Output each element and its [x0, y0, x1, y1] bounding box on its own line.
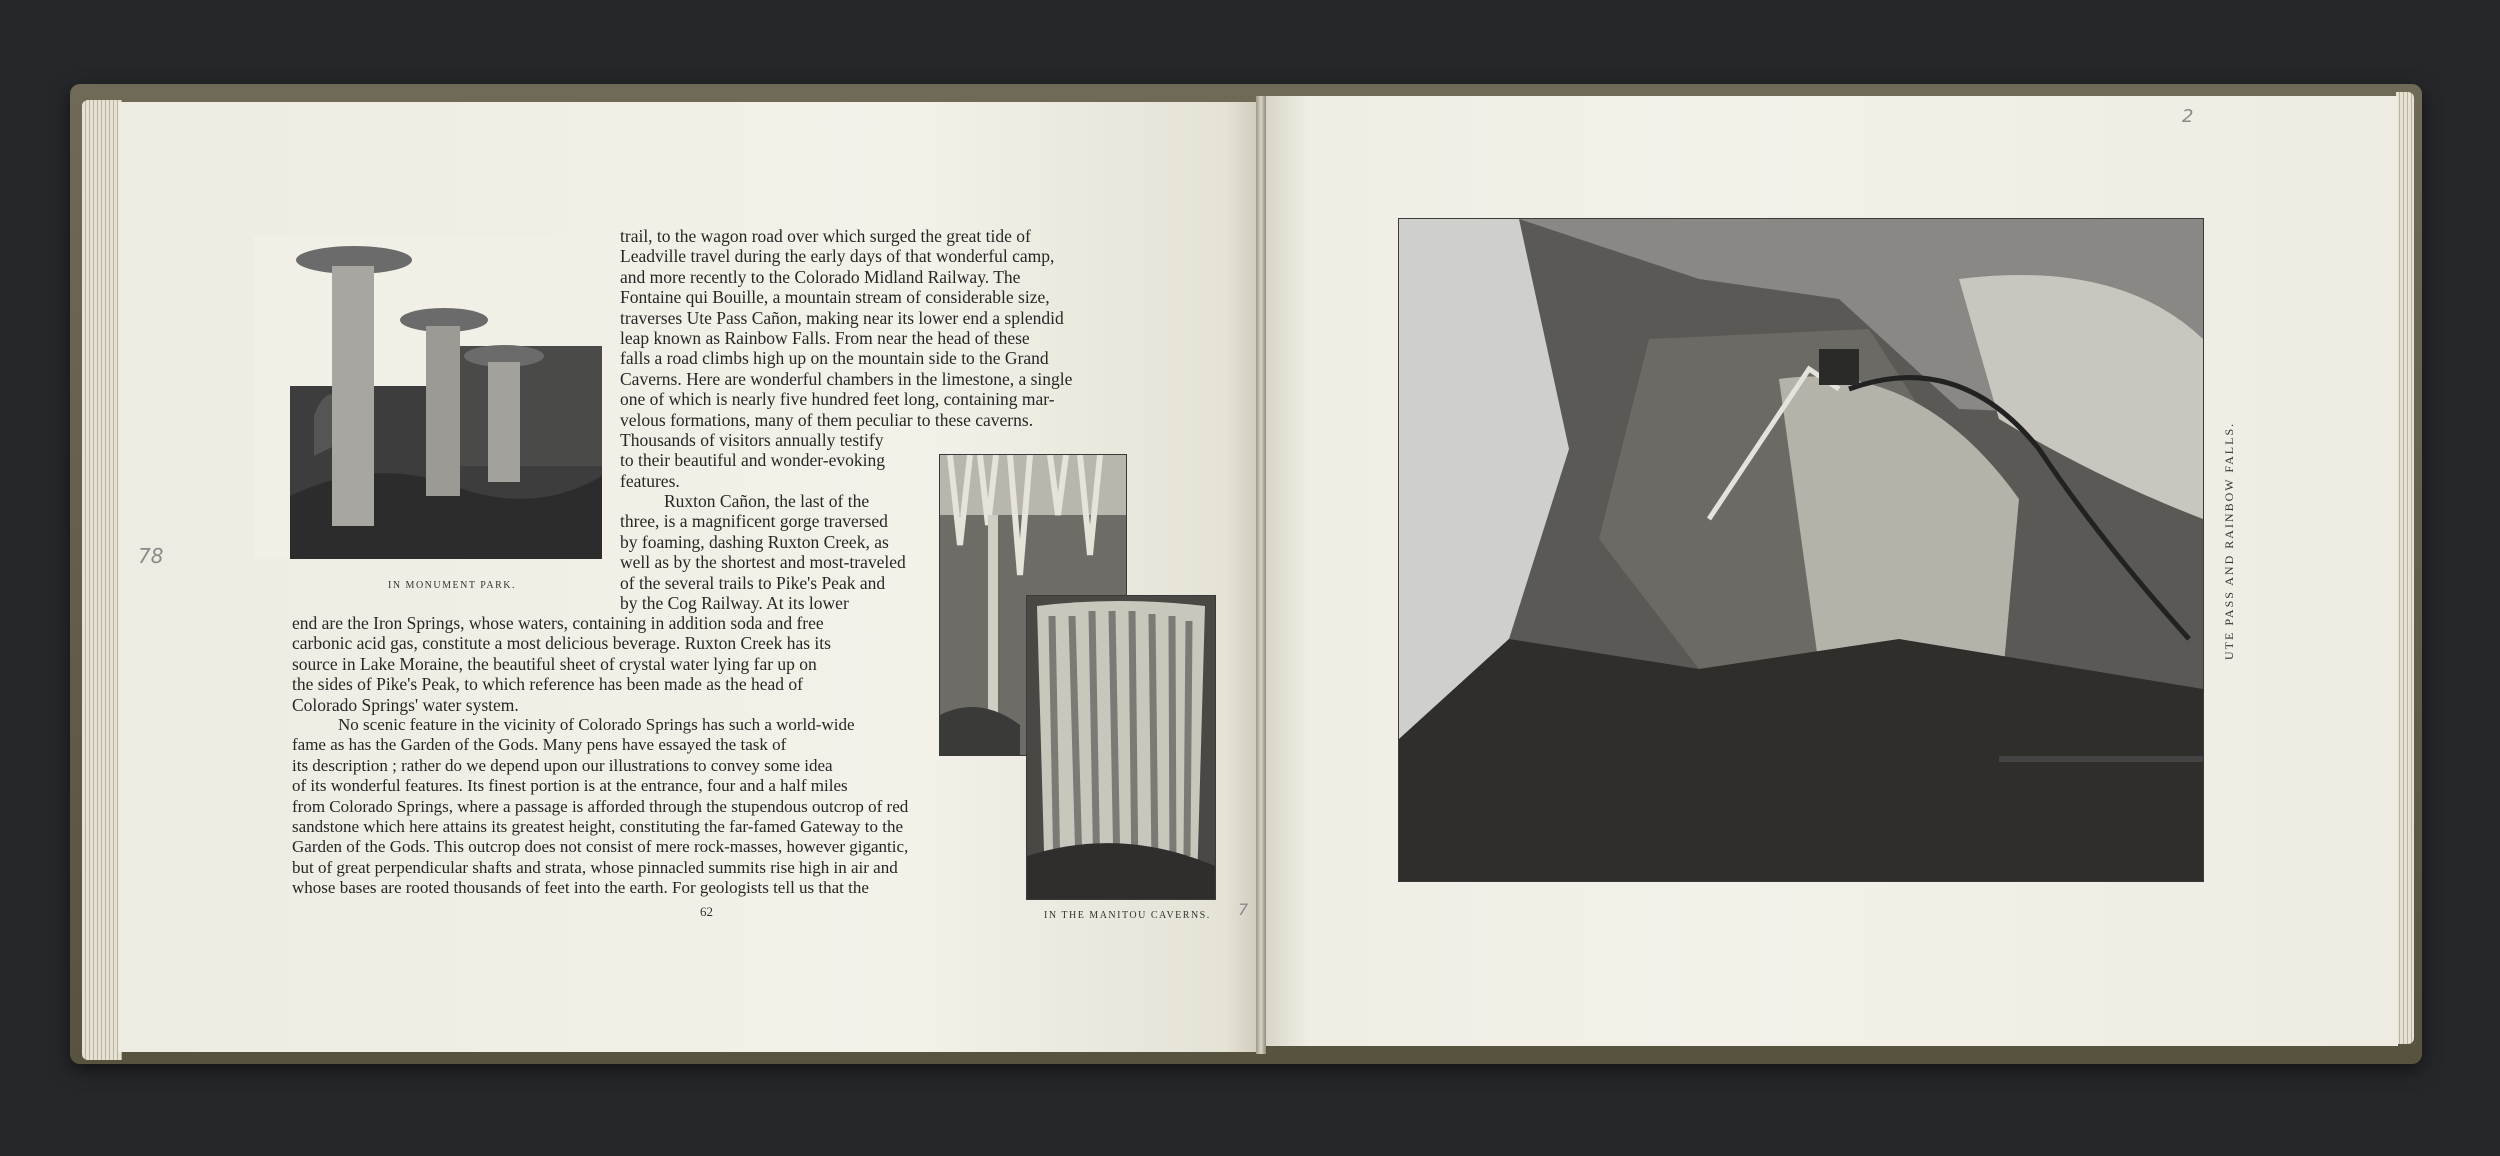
cavern-photo-lower: [1026, 595, 1216, 900]
text-line: Leadville travel during the early days of that wonderful camp,: [620, 246, 1055, 267]
text-line: of its wonderful features. Its finest portion is at the entrance, four and a half miles: [292, 776, 848, 796]
monument-park-caption: IN MONUMENT PARK.: [388, 580, 517, 591]
text-line: velous formations, many of them peculiar to these caverns.: [620, 409, 1034, 430]
ute-pass-photo: [1398, 218, 2204, 882]
text-line: fame as has the Garden of the Gods. Many pens have essayed the task of: [292, 735, 787, 755]
page-number: 62: [700, 904, 713, 919]
text-line: traverses Ute Pass Cañon, making near its lower end a splendid: [620, 307, 1064, 328]
manitou-caverns-caption: IN THE MANITOU CAVERNS.: [1044, 910, 1211, 921]
text-line: three, is a magnificent gorge traversed: [620, 511, 888, 532]
text-line: and more recently to the Colorado Midland Railway. The: [620, 266, 1021, 287]
pencil-mark-bottom: 7: [1238, 900, 1249, 919]
book-gutter: [1256, 96, 1266, 1054]
ute-pass-caption: UTE PASS AND RAINBOW FALLS.: [2222, 421, 2236, 660]
text-line: of the several trails to Pike's Peak and: [620, 572, 886, 593]
text-line: falls a road climbs high up on the mountain side to the Grand: [620, 348, 1049, 369]
page-edges-right: [2396, 92, 2414, 1044]
text-line: but of great perpendicular shafts and strata, whose pinnacled summits rise high in air and: [292, 857, 898, 877]
text-line: leap known as Rainbow Falls. From near the head of these: [620, 328, 1030, 349]
body-text-narrow: [620, 430, 918, 491]
text-line: whose bases are rooted thousands of feet into the earth. For geologists tell us that the: [292, 878, 869, 898]
text-line: from Colorado Springs, where a passage is afforded through the stupendous outcrop of red: [292, 796, 909, 816]
text-line: carbonic acid gas, constitute a most delicious beverage. Ruxton Creek has its: [292, 633, 831, 654]
text-line: its description ; rather do we depend upon our illustrations to convey some idea: [292, 755, 833, 775]
monument-park-photo: [254, 236, 602, 559]
text-line: Fontaine qui Bouille, a mountain stream of considerable size,: [620, 287, 1050, 308]
text-line: the sides of Pike's Peak, to which reference has been made as the head of: [292, 674, 803, 695]
text-line: to their beautiful and wonder-evoking: [620, 450, 885, 471]
text-line: Ruxton Cañon, the last of the: [664, 491, 870, 511]
text-line: by the Cog Railway. At its lower: [620, 593, 849, 614]
text-line: sandstone which here attains its greatest height, constituting the far-famed Gateway to the: [292, 817, 903, 837]
text-line: one of which is nearly five hundred feet long, containing mar-: [620, 389, 1055, 410]
text-line: Thousands of visitors annually testify: [620, 430, 884, 450]
text-line: source in Lake Moraine, the beautiful sheet of crystal water lying far up on: [292, 653, 817, 674]
body-text-top: [620, 226, 1124, 430]
text-line: well as by the shortest and most-traveled: [620, 552, 906, 573]
text-line: No scenic feature in the vicinity of Colorado Springs has such a world-wide: [338, 715, 855, 734]
text-line: end are the Iron Springs, whose waters, containing in addition soda and free: [292, 613, 824, 633]
page-edges-left: [82, 100, 122, 1060]
text-line: trail, to the wagon road over which surged the great tide of: [620, 226, 1031, 246]
body-text-bottom: [292, 715, 1004, 899]
pencil-mark-right: 2: [2182, 106, 2194, 127]
text-line: Garden of the Gods. This outcrop does not consist of mere rock-masses, however gigantic,: [292, 837, 909, 857]
text-line: features.: [620, 470, 680, 491]
text-line: by foaming, dashing Ruxton Creek, as: [620, 531, 889, 552]
body-text-ruxton: [620, 491, 918, 613]
text-line: Caverns. Here are wonderful chambers in the limestone, a single: [620, 368, 1073, 389]
pencil-mark-left: 78: [138, 544, 164, 568]
body-text-mid: [292, 613, 918, 715]
text-line: Colorado Springs' water system.: [292, 694, 519, 715]
